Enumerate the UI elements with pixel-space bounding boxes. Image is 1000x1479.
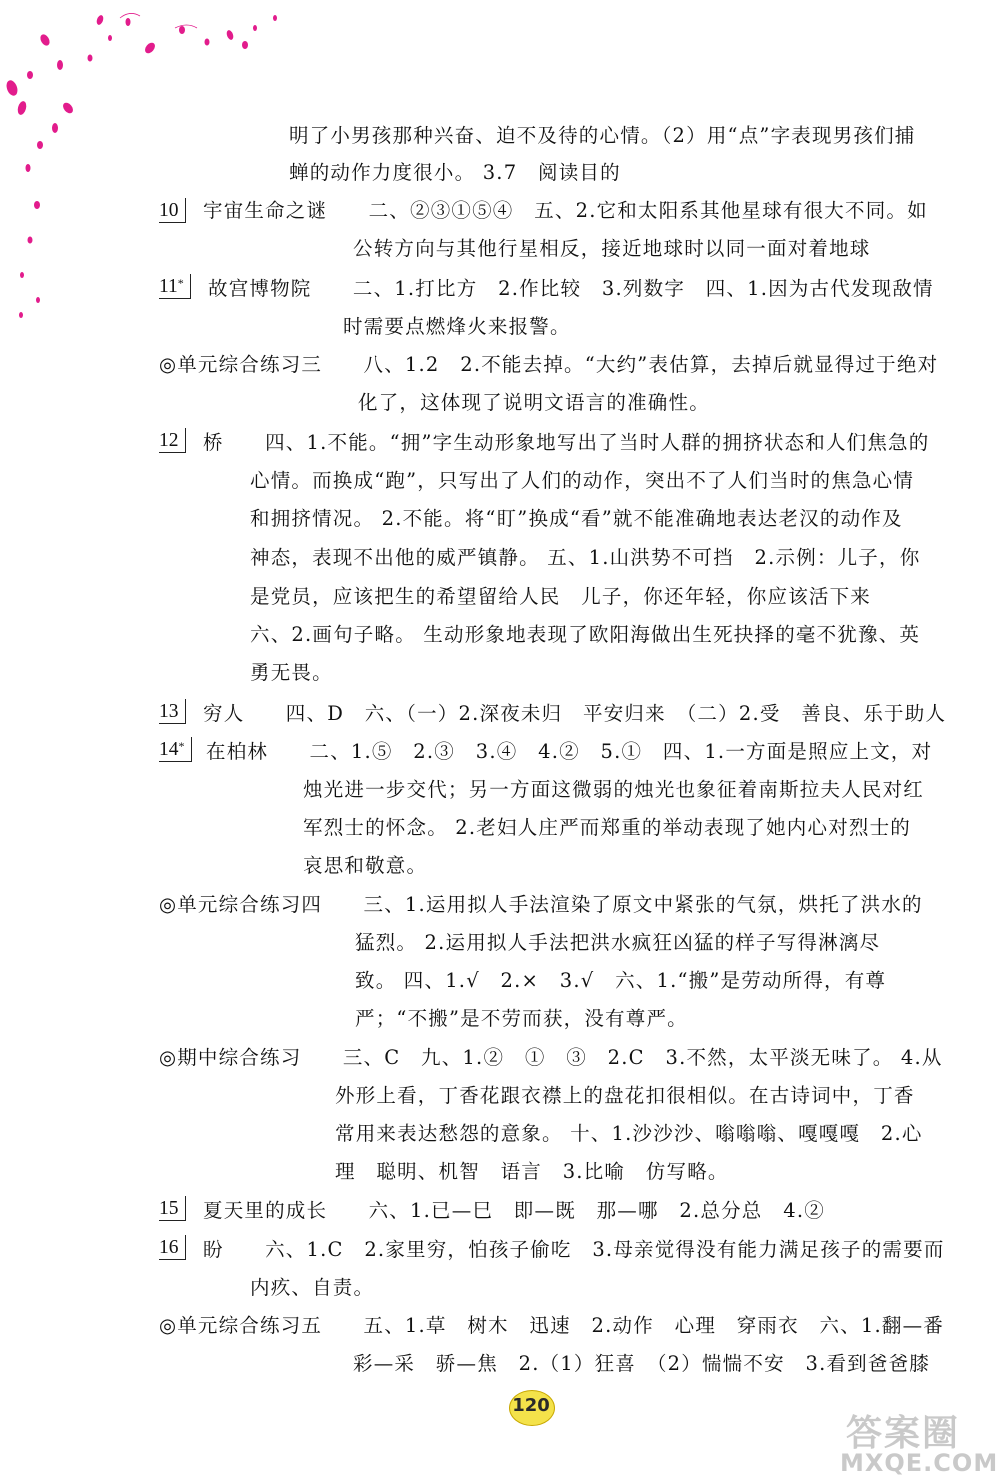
- answer-line: 严；“不搬”是不劳而获，没有尊严。: [355, 1007, 688, 1030]
- watermark-url: MXQE.COM: [840, 1449, 999, 1477]
- answer-line: 蝉的动作力度很小。 3.7 阅读目的: [289, 161, 621, 184]
- answer-line: 猛烈。 2.运用拟人手法把洪水疯狂凶猛的样子写得淋漓尽: [355, 931, 881, 954]
- answer-line: 穷人 四、D 六、（一）2.深夜未归 平安归来 （二）2.受 善良、乐于助人: [203, 702, 947, 725]
- star-mark: *: [178, 739, 185, 753]
- answer-line: ◎单元综合练习五 五、1.草 树木 迅速 2.动作 心理 穿雨衣 六、1.翻—番: [159, 1314, 945, 1337]
- lesson-number: 14*: [159, 737, 192, 762]
- answer-line: 明了小男孩那种兴奋、迫不及待的心情。（2）用“点”字表现男孩们捕: [289, 124, 916, 147]
- lesson-number: 13: [159, 699, 186, 724]
- answer-line: 致。 四、1.√ 2.× 3.√ 六、1.“搬”是劳动所得，有尊: [355, 969, 887, 992]
- answer-line: 夏天里的成长 六、1.已—巳 即—既 那—哪 2.总分总 4.②: [203, 1199, 825, 1222]
- watermark-text: 答案圈: [846, 1413, 961, 1454]
- answer-line: 盼 六、1.C 2.家里穷，怕孩子偷吃 3.母亲觉得没有能力满足孩子的需要而: [203, 1238, 945, 1261]
- lesson-number: 10: [159, 198, 186, 223]
- answer-line: 六、2.画句子略。 生动形象地表现了欧阳海做出生死抉择的毫不犹豫、英: [250, 623, 921, 646]
- answer-line: 在柏林 二、1.⑤ 2.③ 3.④ 4.② 5.① 四、1.一方面是照应上文，对: [206, 740, 933, 763]
- lesson-number: 12: [159, 428, 186, 453]
- watermark: [840, 1405, 999, 1479]
- page-number-badge: [505, 1388, 555, 1428]
- page-number: 120: [512, 1395, 550, 1416]
- star-mark: *: [177, 276, 184, 290]
- lesson-number: 16: [159, 1235, 186, 1260]
- answer-line: 和拥挤情况。 2.不能。将“盯”换成“看”就不能准确地表达老汉的动作及: [250, 507, 903, 530]
- lesson-number: 15: [159, 1196, 186, 1221]
- answer-line: 故宫博物院 二、1.打比方 2.作比较 3.列数字 四、1.因为古代发现敌情: [208, 277, 934, 300]
- lesson-number: 11*: [159, 274, 191, 299]
- answer-line: ◎单元综合练习四 三、1.运用拟人手法渲染了原文中紧张的气氛，烘托了洪水的: [159, 893, 923, 916]
- answer-line: 常用来表达愁怨的意象。 十、1.沙沙沙、嗡嗡嗡、嘎嘎嘎 2.心: [335, 1122, 923, 1145]
- answer-line: 神态，表现不出他的威严镇静。 五、1.山洪势不可挡 2.示例：儿子，你: [250, 546, 921, 569]
- answer-line: ◎单元综合练习三 八、1.2 2.不能去掉。“大约”表估算，去掉后就显得过于绝对: [159, 353, 939, 376]
- answer-line: 军烈士的怀念。 2.老妇人庄严而郑重的举动表现了她内心对烈士的: [303, 816, 912, 839]
- answer-line: 烛光进一步交代；另一方面这微弱的烛光也象征着南斯拉夫人民对红: [303, 778, 925, 801]
- answer-line: 化了，这体现了说明文语言的准确性。: [358, 391, 710, 414]
- answer-line: 理 聪明、机智 语言 3.比喻 仿写略。: [335, 1160, 729, 1183]
- answer-line: 内疚、自责。: [250, 1276, 375, 1299]
- answer-line: 宇宙生命之谜 二、②③①⑤④ 五、2.它和太阳系其他星球有很大不同。如: [203, 199, 928, 222]
- answer-line: 彩—采 骄—焦 2.（1）狂喜 （2）惴惴不安 3.看到爸爸膝: [353, 1352, 930, 1375]
- answer-line: 公转方向与其他行星相反，接近地球时以同一面对着地球: [353, 237, 871, 260]
- answer-line: 时需要点燃烽火来报警。: [343, 315, 571, 338]
- answer-line: 心情。而换成“跑”，只写出了人们的动作，突出不了人们当时的焦急心情: [250, 469, 915, 492]
- answer-line: 是党员，应该把生的希望留给人民 儿子，你还年轻，你应该活下来: [250, 585, 872, 608]
- answer-line: 桥 四、1.不能。“拥”字生动形象地写出了当时人群的拥挤状态和人们焦急的: [203, 431, 930, 454]
- answer-line: 外形上看，丁香花跟衣襟上的盘花扣很相似。在古诗词中，丁香: [335, 1084, 915, 1107]
- answer-line: 勇无畏。: [250, 661, 333, 684]
- answer-line: ◎期中综合练习 三、C 九、1.② ① ③ 2.C 3.不然，太平淡无味了。 4.从: [159, 1046, 943, 1069]
- answer-line: 哀思和敬意。: [303, 854, 428, 877]
